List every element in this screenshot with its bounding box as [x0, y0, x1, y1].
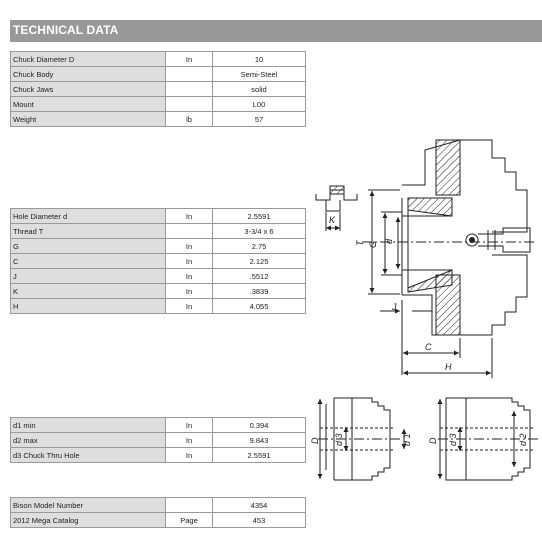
- spec-label: Weight: [11, 112, 166, 127]
- label-d3-right: d 3: [448, 433, 458, 446]
- spec-label: Chuck Body: [11, 67, 166, 82]
- spec-value: solid: [213, 82, 306, 97]
- spec-unit: In: [166, 269, 213, 284]
- left-view-labels: [310, 433, 412, 446]
- spec-value: 9.843: [213, 433, 306, 448]
- spec-label: 2012 Mega Catalog: [11, 513, 166, 528]
- label-d2: d 2: [518, 433, 528, 446]
- spec-label: Bison Model Number: [11, 498, 166, 513]
- spec-value: 2.5591: [213, 448, 306, 463]
- spec-label: H: [11, 299, 166, 314]
- spec-value: .3839: [213, 284, 306, 299]
- label-d-big-right: D: [428, 437, 438, 444]
- spec-label: Thread T: [11, 224, 166, 239]
- spec-value: L00: [213, 97, 306, 112]
- spec-value: 4354: [213, 498, 306, 513]
- spec-value: 453: [213, 513, 306, 528]
- label-c: C: [425, 342, 432, 352]
- spec-value: 3-3/4 x 6: [213, 224, 306, 239]
- spec-label: Chuck Diameter D: [11, 52, 166, 67]
- spec-unit: Page: [166, 513, 213, 528]
- spec-label: Hole Diameter d: [11, 209, 166, 224]
- spec-value: Semi-Steel: [213, 67, 306, 82]
- label-h: H: [445, 362, 452, 372]
- spec-unit: In: [166, 239, 213, 254]
- label-j: J: [392, 302, 397, 312]
- spec-unit: In: [166, 299, 213, 314]
- chuck-side-view-left: [318, 398, 404, 480]
- spec-unit: In: [166, 52, 213, 67]
- spec-label: Mount: [11, 97, 166, 112]
- label-d: d: [384, 238, 394, 244]
- spec-unit: In: [166, 209, 213, 224]
- right-view-labels: [428, 433, 528, 446]
- spec-unit: In: [166, 418, 213, 433]
- spec-value: 57: [213, 112, 306, 127]
- spec-value: 2.5591: [213, 209, 306, 224]
- spec-value: 2.125: [213, 254, 306, 269]
- jaw-detail-drawing: [316, 186, 357, 231]
- spec-unit: lb: [166, 112, 213, 127]
- spec-unit: In: [166, 433, 213, 448]
- spec-label: d2 max: [11, 433, 166, 448]
- spec-value: 0.394: [213, 418, 306, 433]
- label-d1: d 1: [402, 433, 412, 446]
- spec-label: Chuck Jaws: [11, 82, 166, 97]
- spec-label: C: [11, 254, 166, 269]
- spec-unit: In: [166, 284, 213, 299]
- spec-label: J: [11, 269, 166, 284]
- label-k: K: [329, 215, 336, 225]
- spec-value: 2.75: [213, 239, 306, 254]
- spec-value: 10: [213, 52, 306, 67]
- label-d-big-left: D: [310, 437, 320, 444]
- section-title: TECHNICAL DATA: [13, 23, 119, 37]
- spec-label: K: [11, 284, 166, 299]
- spec-label: d3 Chuck Thru Hole: [11, 448, 166, 463]
- label-d3-left: d 3: [334, 433, 344, 446]
- spec-label: G: [11, 239, 166, 254]
- label-g: G: [368, 240, 378, 248]
- spec-unit: In: [166, 448, 213, 463]
- spec-label: d1 min: [11, 418, 166, 433]
- spec-unit: In: [166, 254, 213, 269]
- spec-value: 4.055: [213, 299, 306, 314]
- spec-value: .5512: [213, 269, 306, 284]
- label-t: T: [355, 240, 365, 246]
